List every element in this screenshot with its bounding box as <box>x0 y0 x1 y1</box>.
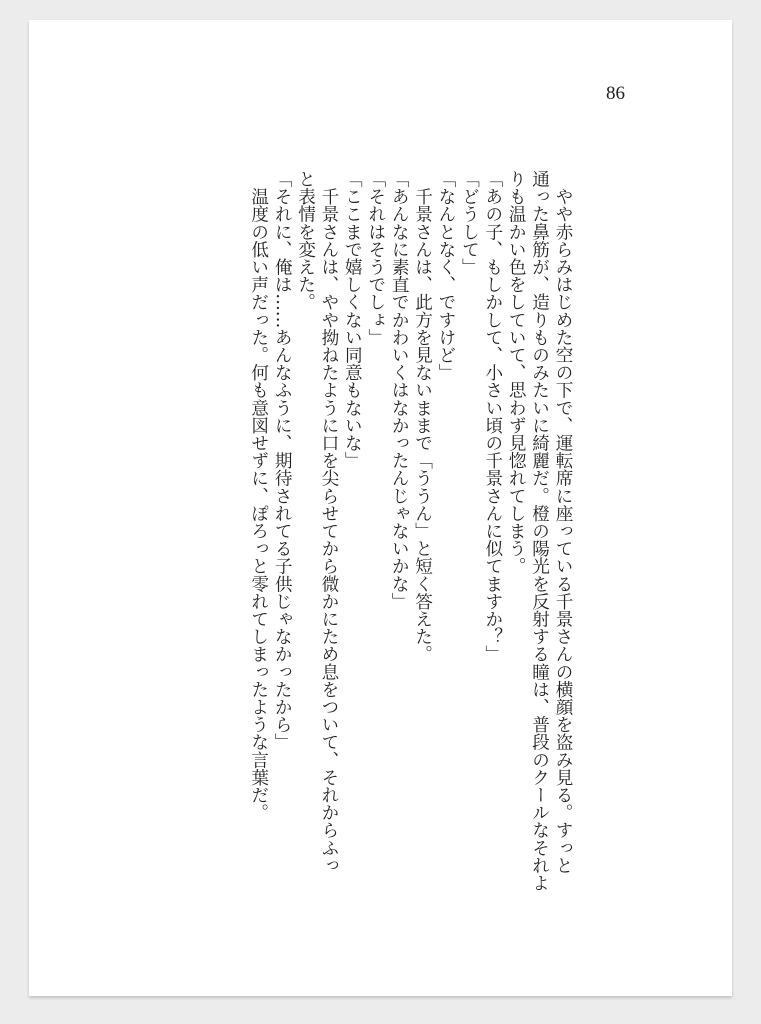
vertical-text-block <box>246 170 574 910</box>
text-line: と表情を変えた。 <box>295 170 316 311</box>
text-line: 「どうして」 <box>459 170 480 276</box>
text-line: 「なんとなく、ですけど」 <box>435 170 456 382</box>
text-line: 千景さんは、此方を見ないままで「ううん」と短く答えた。 <box>412 170 433 663</box>
book-page <box>29 20 732 996</box>
text-line: 「それに、俺は……あんなふうに、期待されてる子供じゃなかったから」 <box>272 170 293 751</box>
text-line: 「それはそうでしょ」 <box>365 170 386 346</box>
text-line: 温度の低い声だった。何も意図せずに、ぽろっと零れてしまったような言葉だ。 <box>248 170 269 822</box>
text-line: 「あの子、もしかして、小さい頃の千景さんに似てますか？」 <box>482 170 503 663</box>
text-line: 千景さんは、やや拗ねたように口を尖らせてから微かにため息をついて、それからふっ <box>318 170 339 874</box>
text-line: 「あんなに素直でかわいくはなかったんじゃないかな」 <box>389 170 410 610</box>
page-number: 86 <box>606 83 625 104</box>
text-line: 「ここまで嬉しくない同意もないな」 <box>342 170 363 470</box>
text-line: やや赤らみはじめた空の下で、運転席に座っている千景さんの横顔を盗み見る。すっと <box>553 170 573 874</box>
text-line: りも温かい色をしていて、思わず見惚れてしまう。 <box>506 170 527 575</box>
text-line: 通った鼻筋が、造りものみたいに綺麗だ。橙の陽光を反射する瞳は、普段のクールなそれよ <box>529 170 550 892</box>
